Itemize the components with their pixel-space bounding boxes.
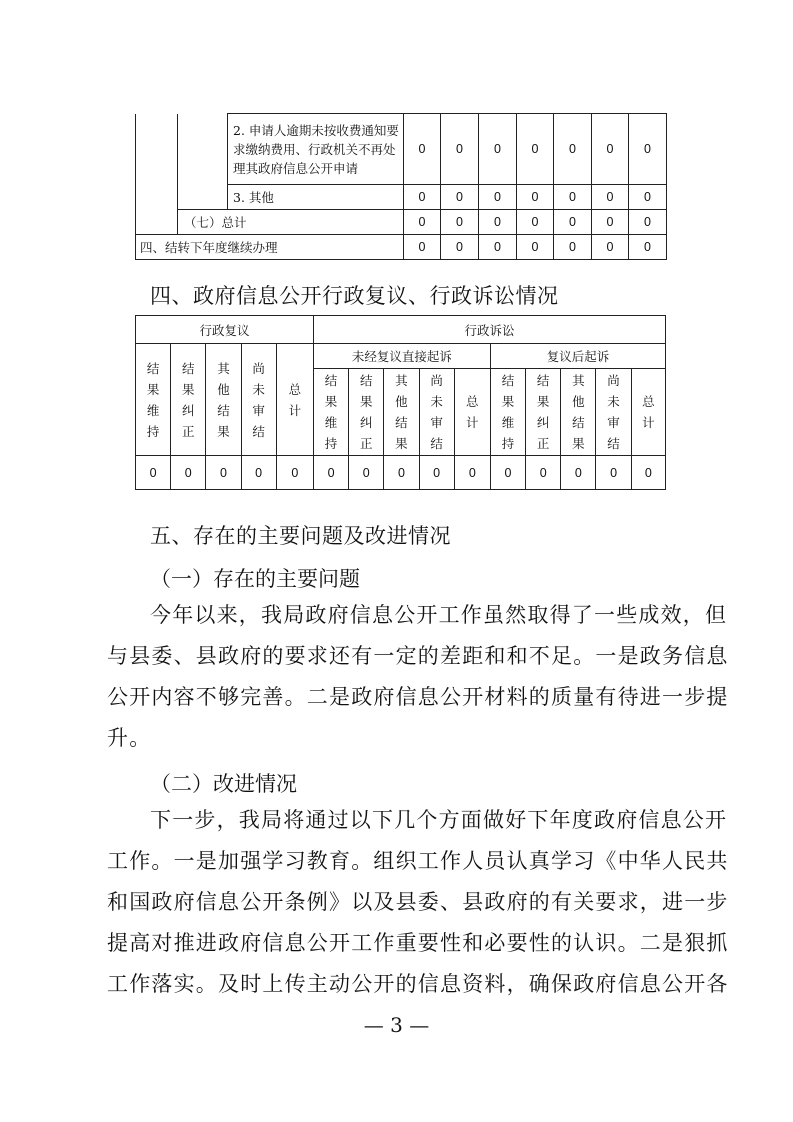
cell-value: 0 [441, 185, 479, 210]
cell-value: 0 [241, 456, 276, 490]
cell-value: 0 [171, 456, 206, 490]
column-header: 尚未审结 [241, 344, 276, 456]
row-label: （七）总计 [178, 210, 404, 235]
cell-value: 0 [592, 210, 629, 235]
cell-value: 0 [404, 114, 441, 185]
paragraph-line: 工作落实。及时上传主动公开的信息资料，确保政府信息公开各 [107, 972, 729, 996]
table-row [136, 114, 667, 185]
table-header-row [136, 316, 666, 344]
cell-value: 0 [592, 235, 629, 260]
cell-value: 0 [596, 456, 631, 490]
cell-value: 0 [554, 235, 592, 260]
column-header: 其他结果 [206, 344, 241, 456]
paragraph-line: 与县委、县政府的要求还有一定的差距和和不足。一是政务信息 [107, 644, 729, 668]
cell-value: 0 [136, 456, 171, 490]
column-header: 尚未审结 [419, 369, 454, 456]
sub-heading: （二）改进情况 [150, 772, 297, 796]
review-litigation-table [135, 315, 666, 490]
cell-value: 0 [554, 114, 592, 185]
paragraph-line: 和国政府信息公开条例》以及县委、县政府的有关要求，进一步 [107, 890, 729, 914]
cell-value: 0 [554, 185, 592, 210]
cell-value: 0 [517, 185, 554, 210]
cell-value: 0 [629, 114, 667, 185]
cell-value: 0 [441, 114, 479, 185]
paragraph-line: 今年以来，我局政府信息公开工作虽然取得了一些成效，但 [150, 603, 728, 627]
row-label: 四、结转下年度继续办理 [136, 235, 404, 260]
cell-value: 0 [479, 185, 517, 210]
cell-value: 0 [276, 456, 313, 490]
cell-value: 0 [404, 185, 441, 210]
paragraph-line: 提高对推进政府信息公开工作重要性和必要性的认识。二是狠抓 [107, 931, 729, 955]
section-heading: 四、政府信息公开行政复议、行政诉讼情况 [150, 284, 559, 308]
cell-value: 0 [490, 456, 525, 490]
paragraph-line: 公开内容不够完善。二是政府信息公开材料的质量有待进一步提 [107, 685, 729, 709]
cell-value: 0 [629, 185, 667, 210]
cell-value: 0 [454, 456, 490, 490]
cell-value: 0 [526, 456, 561, 490]
column-header: 总计 [454, 369, 490, 456]
cell-value: 0 [592, 185, 629, 210]
column-header: 尚未审结 [596, 369, 631, 456]
cell-value: 0 [517, 235, 554, 260]
cell-value: 0 [349, 456, 384, 490]
column-header: 结果维持 [490, 369, 525, 456]
cell-value: 0 [206, 456, 241, 490]
cell-value: 0 [479, 235, 517, 260]
page-number: — 3 — [363, 1013, 430, 1037]
section-heading: 五、存在的主要问题及改进情况 [150, 524, 451, 548]
cell-value: 0 [404, 235, 441, 260]
cell-value: 0 [419, 456, 454, 490]
indent-cell [136, 114, 178, 235]
cell-value: 0 [631, 456, 665, 490]
indent-cell [178, 114, 228, 210]
after-review-header: 复议后起诉 [490, 344, 665, 369]
cell-value: 0 [479, 114, 517, 185]
column-header: 总计 [276, 344, 313, 456]
column-header: 其他结果 [384, 369, 419, 456]
cell-value: 0 [441, 235, 479, 260]
cell-value: 0 [384, 456, 419, 490]
cell-value: 0 [592, 114, 629, 185]
direct-litigation-header: 未经复议直接起诉 [313, 344, 490, 369]
cell-value: 0 [517, 210, 554, 235]
column-header: 结果纠正 [526, 369, 561, 456]
cell-value: 0 [554, 210, 592, 235]
cell-value: 0 [517, 114, 554, 185]
column-header: 结果纠正 [171, 344, 206, 456]
review-header: 行政复议 [136, 316, 314, 344]
table-row [136, 210, 667, 235]
column-header: 结果纠正 [349, 369, 384, 456]
litigation-header: 行政诉讼 [313, 316, 665, 344]
sub-heading: （一）存在的主要问题 [150, 567, 360, 591]
column-header: 总计 [631, 369, 665, 456]
row-label: 2. 申请人逾期未按收费通知要求缴纳费用、行政机关不再处理其政府信息公开申请 [228, 114, 404, 185]
table-row [136, 456, 666, 490]
column-header: 结果维持 [313, 369, 348, 456]
cell-value: 0 [629, 235, 667, 260]
cell-value: 0 [313, 456, 348, 490]
table-header-row [136, 344, 666, 369]
cell-value: 0 [441, 210, 479, 235]
table-row [136, 235, 667, 260]
cell-value: 0 [404, 210, 441, 235]
stats-table-continued [135, 113, 667, 260]
column-header: 其他结果 [561, 369, 596, 456]
cell-value: 0 [479, 210, 517, 235]
cell-value: 0 [629, 210, 667, 235]
paragraph-line: 下一步，我局将通过以下几个方面做好下年度政府信息公开 [150, 808, 728, 832]
column-header: 结果维持 [136, 344, 171, 456]
paragraph-line: 工作。一是加强学习教育。组织工作人员认真学习《中华人民共 [107, 849, 729, 873]
row-label: 3. 其他 [228, 185, 404, 210]
paragraph-line: 升。 [107, 726, 152, 750]
cell-value: 0 [561, 456, 596, 490]
